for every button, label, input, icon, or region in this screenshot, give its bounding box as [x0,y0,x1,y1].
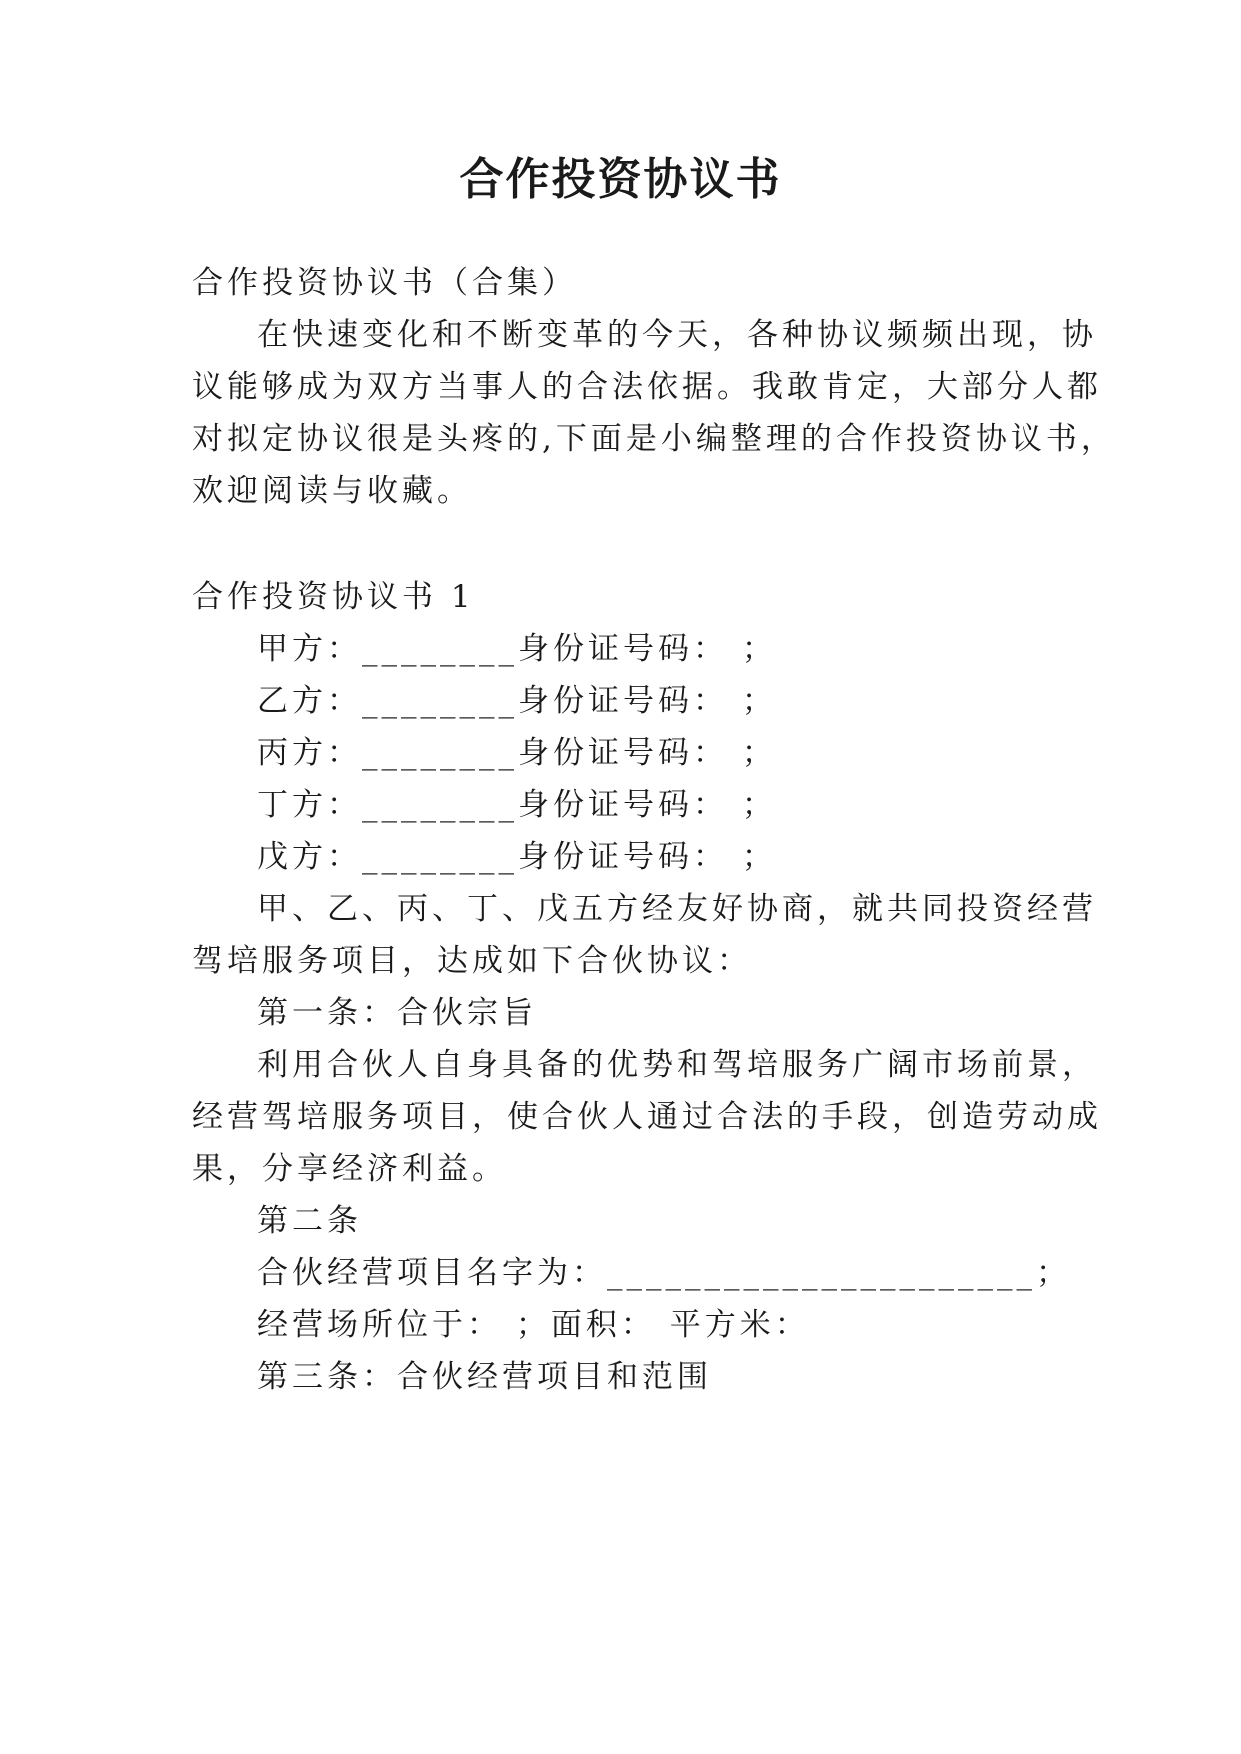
article2-line: 合伙经营项目名字为：______________________； [257,1255,1071,1291]
intro-line: 欢迎阅读与收藏。 [192,473,472,509]
article2-heading: 第二条 [257,1203,362,1239]
article1-line: 经营驾培服务项目，使合伙人通过合法的手段，创造劳动成 [192,1099,1102,1135]
party-line: 甲方：________身份证号码： ； [257,631,777,667]
intro-line: 议能够成为双方当事人的合法依据。我敢肯定，大部分人都 [192,369,1102,405]
article1-line: 果，分享经济利益。 [192,1151,507,1187]
document-title: 合作投资协议书 [459,154,782,205]
party-line: 丁方：________身份证号码： ； [257,787,777,823]
article3-heading: 第三条：合伙经营项目和范围 [257,1359,712,1395]
article2-line: 经营场所位于： ；面积： 平方米： [257,1307,810,1343]
agreement-line: 驾培服务项目，达成如下合伙协议： [192,943,752,979]
intro-line: 在快速变化和不断变革的今天，各种协议频频出现，协 [257,317,1097,353]
party-line: 乙方：________身份证号码： ； [257,683,777,719]
party-line: 戊方：________身份证号码： ； [257,839,777,875]
article1-line: 利用合伙人自身具备的优势和驾培服务广阔市场前景， [257,1047,1097,1083]
party-line: 丙方：________身份证号码： ； [257,735,777,771]
section-heading: 合作投资协议书 1 [192,579,475,615]
intro-line: 对拟定协议很是头疼的,下面是小编整理的合作投资协议书， [192,421,1116,457]
article1-heading: 第一条：合伙宗旨 [257,995,537,1031]
agreement-line: 甲、乙、丙、丁、戊五方经友好协商，就共同投资经营 [257,891,1097,927]
document-subtitle: 合作投资协议书（合集） [192,265,577,301]
